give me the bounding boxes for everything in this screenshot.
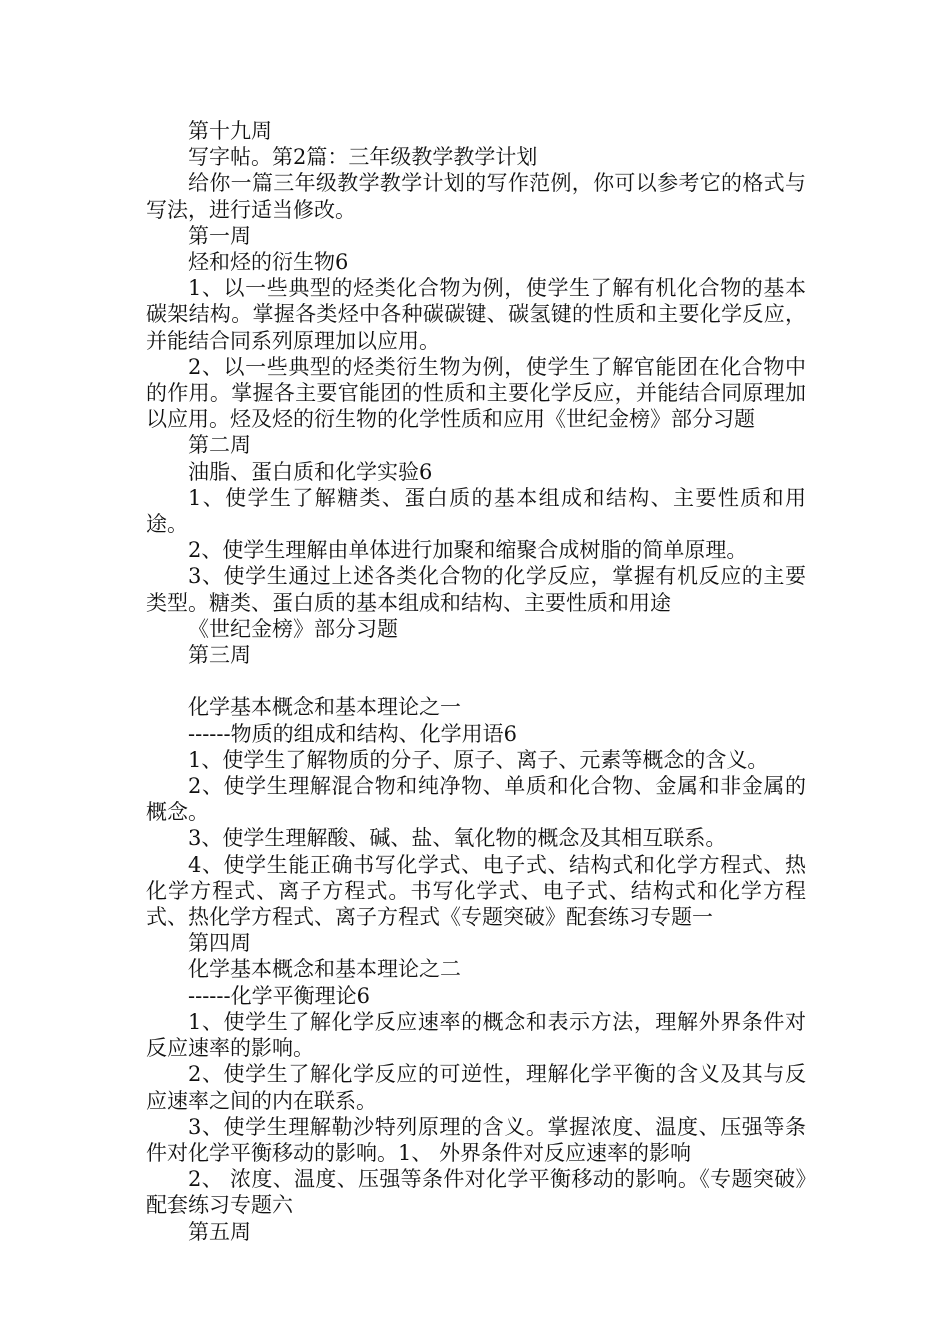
objective-paragraph: 3、使学生理解勒沙特列原理的含义。掌握浓度、温度、压强等条件对化学平衡移动的影响。1、 外界条件对反应速率的影响 — [146, 1114, 806, 1165]
week-heading: 第四周 — [188, 931, 251, 956]
week-heading: 第三周 — [188, 643, 251, 668]
objective-paragraph: 2、以一些典型的烃类衍生物为例，使学生了解官能团在化合物中的作用。掌握各主要官能团的性质和主要化学反应，并能结合同原理加以应用。烃及烃的衍生物的化学性质和应用《世纪金榜》部分习题 — [146, 354, 806, 432]
document-body — [146, 118, 806, 1245]
topic-heading: 烃和烃的衍生物6 — [188, 250, 349, 275]
week-heading: 第二周 — [188, 433, 251, 458]
objective-paragraph: 2、使学生理解由单体进行加聚和缩聚合成树脂的简单原理。 — [188, 538, 748, 563]
blank-line — [146, 668, 806, 694]
objective-paragraph: 1、使学生了解糖类、蛋白质的基本组成和结构、主要性质和用途。 — [146, 485, 806, 537]
week-heading: 第五周 — [188, 1219, 251, 1244]
topic-heading: 化学基本概念和基本理论之一 — [188, 695, 461, 720]
objective-paragraph: 3、使学生通过上述各类化合物的化学反应，掌握有机反应的主要类型。糖类、蛋白质的基本组成和结构、主要性质和用途 — [146, 564, 806, 615]
objective-paragraph: 2、使学生理解混合物和纯净物、单质和化合物、金属和非金属的概念。 — [146, 774, 806, 825]
week-heading: 第一周 — [188, 223, 251, 248]
intro-paragraph: 给你一篇三年级教学教学计划的写作范例，你可以参考它的格式与写法，进行适当修改。 — [146, 171, 806, 222]
topic-subheading: ------化学平衡理论6 — [188, 983, 370, 1008]
objective-paragraph: 4、使学生能正确书写化学式、电子式、结构式和化学方程式、热化学方程式、离子方程式。书写化学式、电子式、结构式和化学方程式、热化学方程式、离子方程式《专题突破》配套练习专题一 — [146, 852, 806, 930]
objective-paragraph: 1、使学生了解物质的分子、原子、离子、元素等概念的含义。 — [188, 747, 769, 772]
exercise-reference: 《世纪金榜》部分习题 — [188, 616, 398, 641]
topic-heading: 油脂、蛋白质和化学实验6 — [188, 459, 433, 484]
objective-paragraph: 2、使学生了解化学反应的可逆性，理解化学平衡的含义及其与反应速率之间的内在联系。 — [146, 1062, 806, 1113]
doc-title: 写字帖。第2篇：三年级教学教学计划 — [188, 145, 538, 170]
week-heading: 第十九周 — [188, 119, 272, 143]
topic-subheading: ------物质的组成和结构、化学用语6 — [188, 721, 517, 746]
objective-paragraph: 3、使学生理解酸、碱、盐、氧化物的概念及其相互联系。 — [188, 826, 727, 851]
topic-heading: 化学基本概念和基本理论之二 — [188, 957, 461, 982]
objective-paragraph: 1、以一些典型的烃类化合物为例，使学生了解有机化合物的基本碳架结构。掌握各类烃中各种碳碳键、碳氢键的性质和主要化学反应，并能结合同系列原理加以应用。 — [146, 276, 806, 353]
objective-paragraph: 1、使学生了解化学反应速率的概念和表示方法，理解外界条件对反应速率的影响。 — [146, 1009, 806, 1061]
objective-paragraph: 2、 浓度、温度、压强等条件对化学平衡移动的影响。《专题突破》配套练习专题六 — [146, 1167, 806, 1218]
